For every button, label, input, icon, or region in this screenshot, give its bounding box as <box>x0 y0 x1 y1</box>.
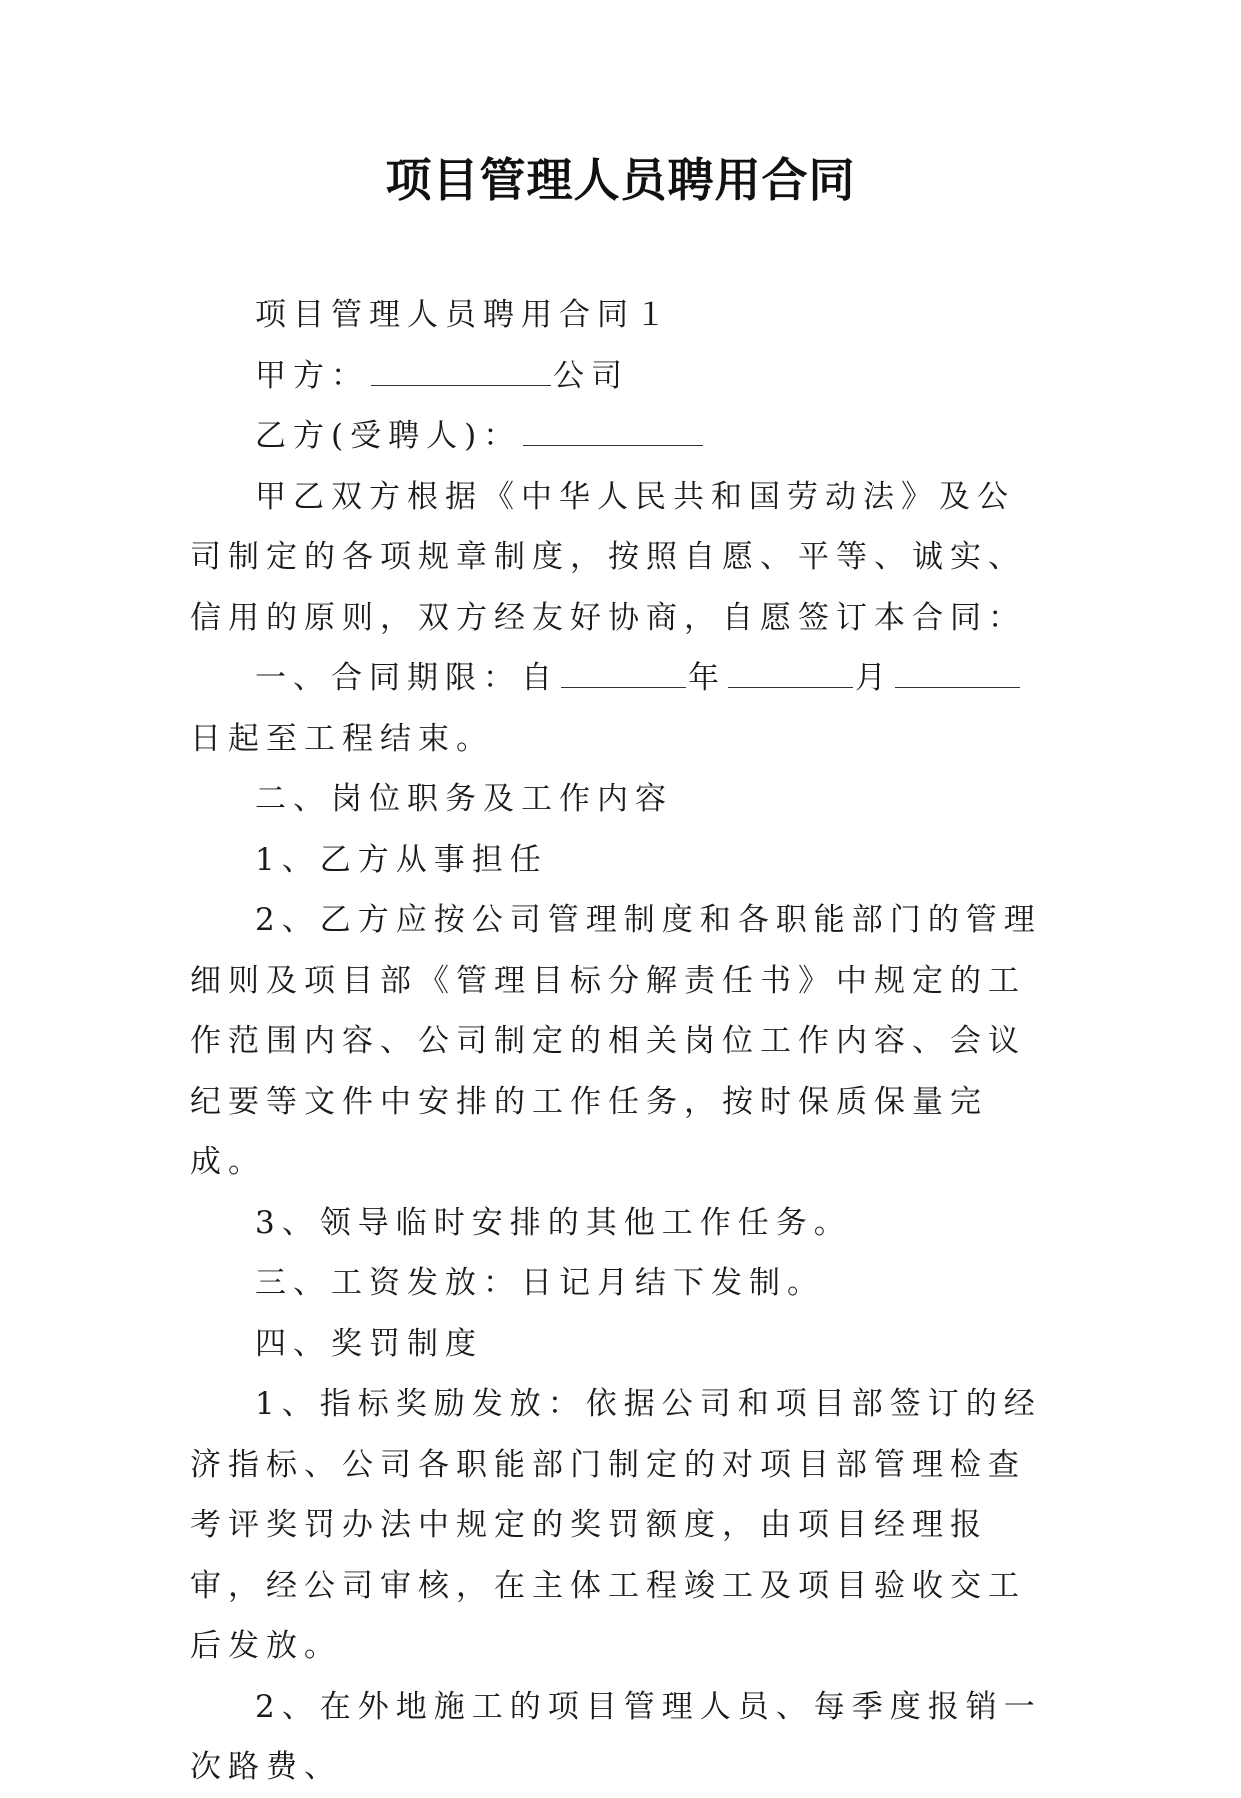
party-b-blank <box>523 419 703 446</box>
term-month: 月 <box>855 660 893 696</box>
party-a-label: 甲方： <box>255 357 369 394</box>
item-2-3: 3、领导临时安排的其他工作任务。 <box>255 1204 852 1241</box>
document-title: 项目管理人员聘用合同 <box>385 153 856 207</box>
contract-term-paragraph <box>190 648 1050 769</box>
section-2-heading: 二、岗位职务及工作内容 <box>255 781 673 817</box>
term-prefix: 一、合同期限：自 <box>255 660 559 696</box>
term-day-blank <box>895 661 1020 688</box>
item-2-1: 1、乙方从事担任 <box>255 841 548 878</box>
party-a-blank <box>371 359 551 386</box>
section-3: 三、工资发放：日记月结下发制。 <box>255 1265 825 1301</box>
term-month-blank <box>728 661 853 688</box>
document-body <box>190 285 1050 1798</box>
party-a-line <box>190 346 1050 407</box>
term-day-rest: 日起至工程结束。 <box>190 720 494 757</box>
item-2-2: 2、乙方应按公司管理制度和各职能部门的管理细则及项目部《管理目标分解责任书》中规定的工作范围内容、公司制定的相关岗位工作内容、会议纪要等文件中安排的工作任务，按时保质保量完成。 <box>190 902 1042 1180</box>
intro-paragraph: 甲乙双方根据《中华人民共和国劳动法》及公司制定的各项规章制度，按照自愿、平等、诚实、信用的原则，双方经友好协商，自愿签订本合同： <box>190 478 1026 636</box>
party-a-suffix: 公司 <box>553 357 629 394</box>
section-4-heading: 四、奖罚制度 <box>255 1325 483 1362</box>
party-b-label: 乙方(受聘人)： <box>255 418 522 454</box>
party-b-line <box>190 406 1050 467</box>
item-4-2: 2、在外地施工的项目管理人员、每季度报销一次路费、 <box>190 1688 1042 1785</box>
item-4-1: 1、指标奖励发放：依据公司和项目部签订的经济指标、公司各职能部门制定的对项目部管理检查考评奖罚办法中规定的奖罚额度，由项目经理报审，经公司审核，在主体工程竣工及项目验收交工后发放。 <box>190 1386 1042 1664</box>
contract-subtitle: 项目管理人员聘用合同１ <box>255 297 673 333</box>
term-year-blank <box>561 661 686 688</box>
term-year: 年 <box>688 660 726 696</box>
